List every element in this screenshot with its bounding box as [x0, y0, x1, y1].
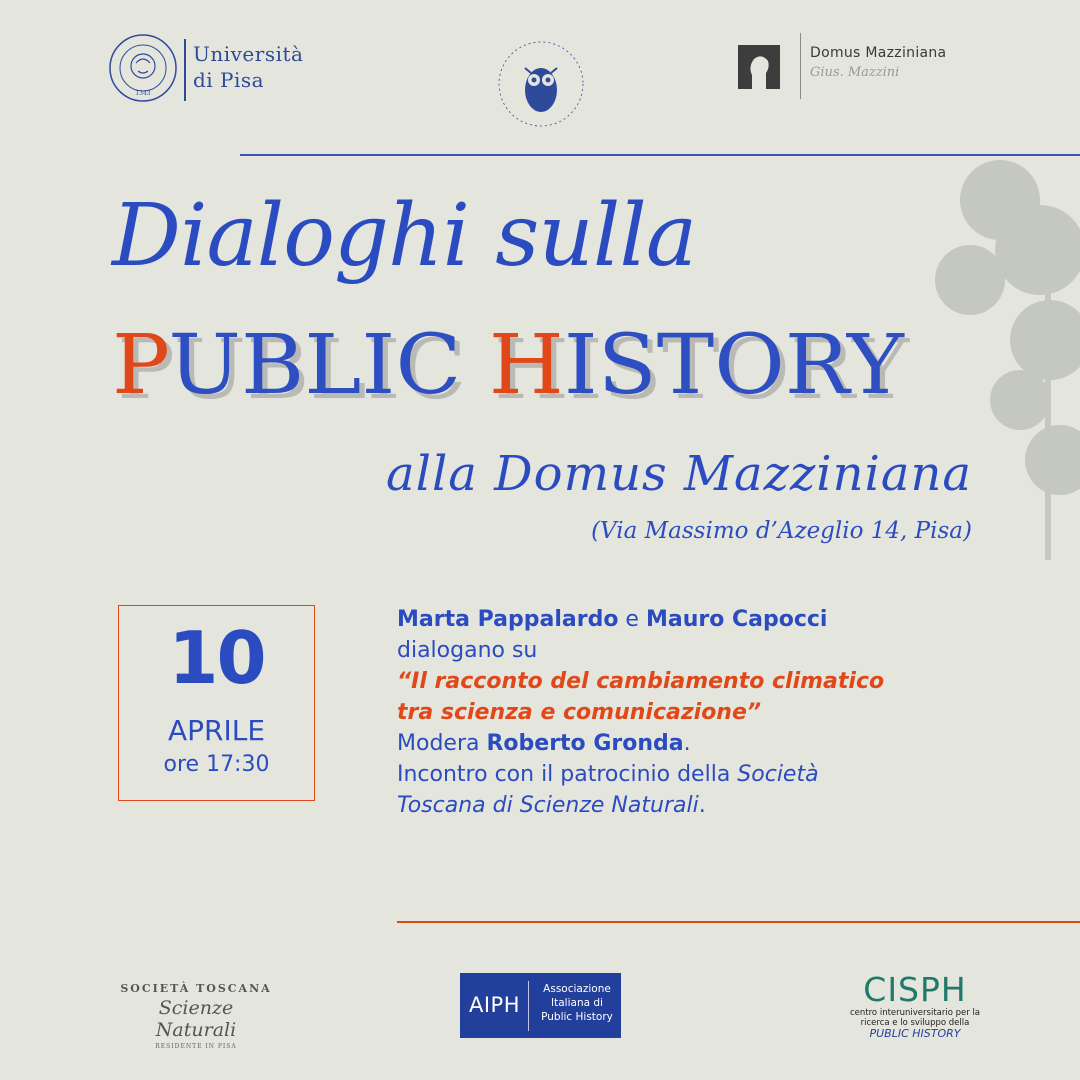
speaker-name: Mauro Capocci: [645, 607, 828, 632]
aiph-acronym: AIPH: [469, 993, 521, 1017]
moderator-name: Roberto Gronda: [486, 731, 684, 756]
event-day: 10: [168, 616, 265, 700]
university-name: [193, 41, 303, 93]
domus-mazziniana-logo: [738, 33, 988, 103]
logo-divider: [184, 39, 186, 101]
event-time: ore 17:30: [163, 752, 270, 777]
venue-address: (Via Massimo d’Azeglio 14, Pisa): [591, 518, 972, 544]
mazzini-signature: Gius. Mazzini: [810, 65, 900, 80]
bottom-divider: [397, 921, 1080, 923]
aiph-logo: [460, 973, 621, 1038]
sts-bottom-text: RESIDENTE IN PISA: [155, 1043, 237, 1050]
cisph-acronym: CISPH: [863, 970, 967, 1009]
patronage-label: Incontro con il patrocinio della: [397, 762, 738, 787]
moderator-line: [397, 728, 997, 759]
title-line-domus: alla Domus Mazziniana: [385, 446, 972, 502]
title-line-dialoghi: Dialoghi sulla: [112, 186, 697, 286]
topic-line1: “Il racconto del cambiamento climatico: [397, 669, 885, 694]
patron-name-part2: Toscana di Scienze Naturali: [397, 793, 699, 818]
moderator-label: Modera: [397, 731, 487, 756]
title-word-public: UBLIC: [168, 318, 489, 413]
punctuation: .: [683, 731, 691, 756]
cisph-description: centro interuniversitario per la ricerca e lo sviluppo della: [850, 1008, 981, 1028]
societa-toscana-logo: [116, 982, 276, 1050]
title-initial-h: H: [488, 318, 564, 413]
topic-line2: tra scienza e comunicazione”: [397, 700, 762, 725]
cisph-public-history: PUBLIC HISTORY: [869, 1027, 961, 1040]
patronage-line1: [397, 759, 997, 790]
event-description: [397, 604, 997, 821]
logo-divider: [528, 981, 529, 1031]
mazzini-profile-icon: [738, 45, 780, 89]
domus-name-text: Domus Mazziniana: [810, 45, 947, 61]
aiph-full-name: Associazione Italiana di Public History: [541, 983, 613, 1023]
department-owl-logo: [497, 40, 585, 128]
sts-mid-text: Scienze Naturali: [155, 997, 237, 1041]
title-initial-p: P: [112, 318, 169, 413]
sts-top-text: SOCIETÀ TOSCANA: [120, 982, 272, 995]
cisph-logo: [850, 972, 980, 1042]
svg-text:1343: 1343: [135, 90, 151, 97]
top-divider: [240, 154, 1080, 156]
dialogue-verb: dialogano su: [397, 638, 538, 663]
university-name-line1: Università: [193, 42, 304, 66]
speaker-name: Marta Pappalardo: [397, 607, 619, 632]
patron-name-part1: Società: [737, 762, 819, 787]
university-name-line2: di Pisa: [193, 68, 265, 92]
punctuation: .: [698, 793, 706, 818]
patronage-line2: [397, 790, 997, 821]
date-box: [118, 605, 315, 801]
title-word-history: ISTORY: [563, 318, 904, 413]
universita-di-pisa-logo: [108, 33, 333, 111]
conjunction: e: [618, 607, 646, 632]
title-line-public-history: [112, 318, 904, 413]
speakers-line: [397, 604, 997, 635]
logo-divider: [800, 33, 801, 99]
university-seal-icon: [108, 33, 178, 103]
event-month: APRILE: [167, 714, 266, 747]
